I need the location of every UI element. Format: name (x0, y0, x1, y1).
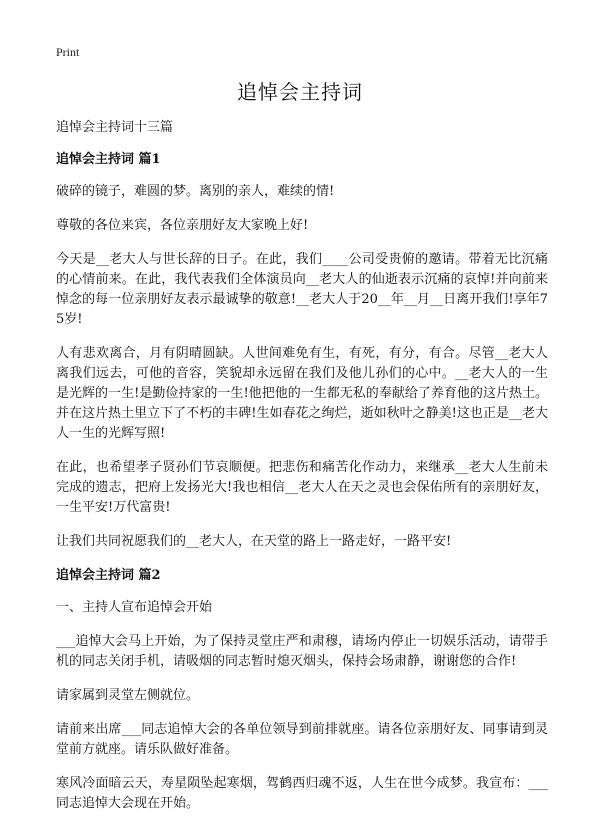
paragraph: 在此，也希望孝子贤孙们节哀顺便。把悲伤和痛苦化作动力，来继承__老大人生前未完成的遗志，把府上发扬光大!我也相信__老大人在天之灵也会保佑所有的亲朋好友，一生平安!万代富贵! (56, 460, 548, 515)
section-heading: 追悼会主持词 篇2 (56, 568, 161, 583)
document-title: 追悼会主持词 (237, 80, 363, 104)
paragraph: 寒风冷面暗云天，寿星陨坠起寒烟，驾鹤西归魂不返，人生在世今成梦。我宣布：___同志追悼大会现在开始。 (56, 776, 548, 811)
section-2 (56, 566, 548, 814)
paragraph: ___追悼大会马上开始，为了保持灵堂庄严和肃穆，请场内停止一切娱乐活动，请带手机的同志关闭手机，请吸烟的同志暂时熄灭烟头，保持会场肃静，谢谢您的合作! (56, 634, 548, 669)
paragraph: 今天是__老大人与世长辞的日子。在此，我们____公司受贵俯的邀请。带着无比沉痛的心情前来。在此，我代表我们全体演员向__老大人的仙逝表示沉痛的哀悼!并向前来悼念的每一位亲朋好友表示最诚挚的敬意!__老大人于20__年__月__日离开我们!享年75岁! (56, 252, 548, 327)
paragraph: 人有悲欢离合，月有阴晴圆缺。人世间难免有生，有死，有分，有合。尽管__老大人离我们远去，可他的音容，笑貌却永远留在我们及他儿孙们的心中。__老大人的一生是光辉的一生!是勤俭持家的一生!他把他的一生都无私的奉献给了养育他的这片热土。并在这片热土里立下了不朽的丰碑!生如春花之绚烂，逝如秋叶之静美!这也正是__老大人一生的光辉写照! (56, 346, 548, 441)
document-subtitle: 追悼会主持词十三篇 (56, 120, 174, 135)
print-link[interactable]: Print (56, 45, 80, 59)
paragraph: 请家属到灵堂左侧就位。 (56, 688, 200, 703)
paragraph: 一、主持人宣布追悼会开始 (56, 600, 213, 615)
paragraph: 尊敬的各位来宾，各位亲朋好友大家晚上好! (56, 218, 309, 233)
paragraph: 让我们共同祝愿我们的__老大人，在天堂的路上一路走好，一路平安! (56, 534, 452, 549)
paragraph: 破碎的镜子，难圆的梦。离别的亲人，难续的情! (56, 184, 335, 199)
paragraph: 请前来出席___同志追悼大会的各单位领导到前排就座。请各位亲朋好友、同事请到灵堂前方就座。请乐队做好准备。 (56, 722, 548, 757)
section-heading: 追悼会主持词 篇1 (56, 152, 161, 167)
section-1 (56, 150, 548, 552)
document-body (56, 118, 548, 828)
